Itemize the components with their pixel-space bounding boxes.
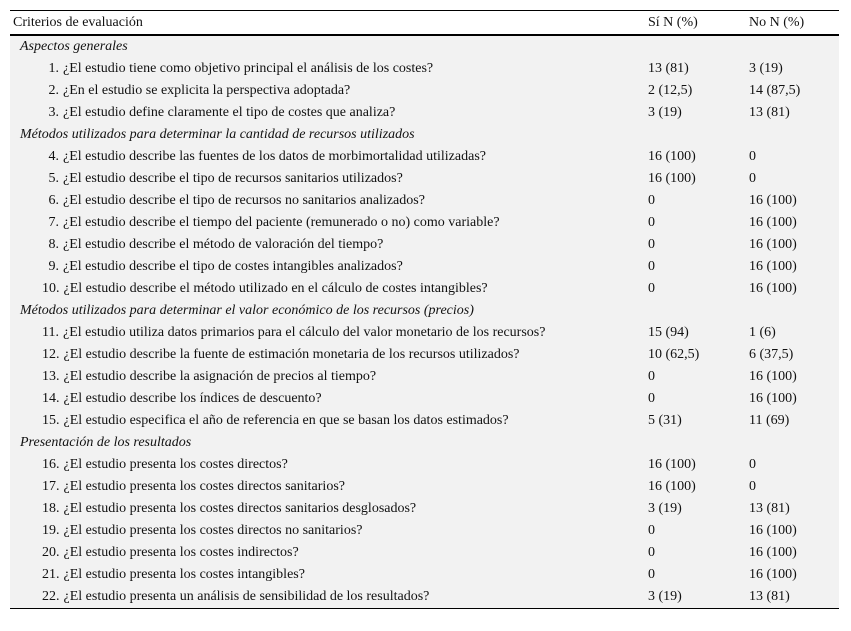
no-value: 0 xyxy=(749,479,756,494)
no-value: 13 (81) xyxy=(749,586,839,609)
yes-value: 0 xyxy=(648,369,655,384)
yes-value: 0 xyxy=(648,523,655,538)
header-yes: Sí N (%) xyxy=(648,11,749,36)
no-value: 13 (81) xyxy=(749,501,790,516)
no-value: 3 (19) xyxy=(749,61,783,76)
criterion-text: ¿El estudio presenta un análisis de sensibilidad de los resultados? xyxy=(63,589,430,604)
no-value: 0 xyxy=(749,149,756,164)
criterion-text: ¿El estudio describe el método utilizado en el cálculo de costes intangibles? xyxy=(63,281,488,296)
table-row xyxy=(10,256,839,278)
criterion-cell xyxy=(10,102,648,124)
criterion-text: ¿En el estudio se explicita la perspectiva adoptada? xyxy=(63,83,351,98)
table-row xyxy=(10,80,839,102)
no-value: 14 (87,5) xyxy=(749,83,801,98)
criterion-number: 14. xyxy=(42,391,60,406)
no-value: 16 (100) xyxy=(749,369,797,384)
table-header xyxy=(10,11,839,36)
criterion-text: ¿El estudio describe el tipo de costes intangibles analizados? xyxy=(63,259,403,274)
criterion-cell xyxy=(10,388,648,410)
criterion-cell xyxy=(10,476,648,498)
criterion-cell xyxy=(10,234,648,256)
yes-value: 16 (100) xyxy=(648,457,696,472)
criterion-number: 1. xyxy=(48,61,59,76)
yes-value: 0 xyxy=(648,237,655,252)
criterion-cell xyxy=(10,256,648,278)
table-row xyxy=(10,388,839,410)
section-title: Métodos utilizados para determinar el valor económico de los recursos (precios) xyxy=(20,303,474,318)
table-row xyxy=(10,322,839,344)
criterion-number: 8. xyxy=(48,237,59,252)
table-row xyxy=(10,520,839,542)
criterion-text: ¿El estudio presenta los costes directos sanitarios? xyxy=(63,479,345,494)
yes-value: 0 xyxy=(648,259,655,274)
criterion-number: 20. xyxy=(42,545,60,560)
yes-value: 15 (94) xyxy=(648,325,689,340)
criterion-cell xyxy=(10,344,648,366)
no-value: 16 (100) xyxy=(749,237,797,252)
criterion-number: 17. xyxy=(42,479,60,494)
criterion-number: 18. xyxy=(42,501,60,516)
yes-value: 10 (62,5) xyxy=(648,347,700,362)
yes-value: 16 (100) xyxy=(648,149,696,164)
no-value: 6 (37,5) xyxy=(749,347,794,362)
yes-value: 16 (100) xyxy=(648,171,696,186)
criterion-number: 2. xyxy=(48,83,59,98)
criterion-number: 3. xyxy=(48,105,59,120)
no-value: 16 (100) xyxy=(749,215,797,230)
no-value: 16 (100) xyxy=(749,391,797,406)
criterion-number: 10. xyxy=(42,281,60,296)
criterion-cell xyxy=(10,498,648,520)
criterion-text: ¿El estudio presenta los costes indirectos? xyxy=(63,545,299,560)
table-row xyxy=(10,58,839,80)
criterion-cell xyxy=(10,190,648,212)
criterion-cell xyxy=(10,366,648,388)
table-row xyxy=(10,542,839,564)
yes-value: 3 (19) xyxy=(648,586,749,609)
criterion-cell xyxy=(10,80,648,102)
section-row xyxy=(10,124,839,146)
yes-value: 0 xyxy=(648,545,655,560)
yes-value: 0 xyxy=(648,215,655,230)
header-criteria: Criterios de evaluación xyxy=(10,11,648,36)
criterion-number: 12. xyxy=(42,347,60,362)
criterion-number: 13. xyxy=(42,369,60,384)
table-row xyxy=(10,190,839,212)
table-row xyxy=(10,410,839,432)
section-row xyxy=(10,35,839,58)
section-title: Métodos utilizados para determinar la cantidad de recursos utilizados xyxy=(20,127,415,142)
section-row xyxy=(10,300,839,322)
table-row xyxy=(10,344,839,366)
no-value: 0 xyxy=(749,171,756,186)
no-value: 0 xyxy=(749,457,756,472)
table-body xyxy=(10,35,839,609)
yes-value: 13 (81) xyxy=(648,61,689,76)
criterion-number: 4. xyxy=(48,149,59,164)
yes-value: 5 (31) xyxy=(648,413,682,428)
section-row xyxy=(10,432,839,454)
table-row xyxy=(10,102,839,124)
criterion-text: ¿El estudio presenta los costes directos sanitarios desglosados? xyxy=(63,501,417,516)
criterion-number: 21. xyxy=(42,567,60,582)
criterion-number: 9. xyxy=(48,259,59,274)
criterion-text: ¿El estudio describe la asignación de precios al tiempo? xyxy=(63,369,377,384)
criterion-text: ¿El estudio describe el tiempo del paciente (remunerado o no) como variable? xyxy=(63,215,500,230)
criterion-text: ¿El estudio presenta los costes directos no sanitarios? xyxy=(63,523,363,538)
evaluation-table xyxy=(10,10,839,609)
criterion-text: ¿El estudio especifica el año de referencia en que se basan los datos estimados? xyxy=(63,413,509,428)
yes-value: 16 (100) xyxy=(648,479,696,494)
yes-value: 0 xyxy=(648,391,655,406)
no-value: 1 (6) xyxy=(749,325,776,340)
table-row xyxy=(10,278,839,300)
criterion-cell xyxy=(10,168,648,190)
criterion-text: ¿El estudio describe el método de valoración del tiempo? xyxy=(63,237,384,252)
criterion-cell xyxy=(10,520,648,542)
criterion-number: 6. xyxy=(48,193,59,208)
yes-value: 0 xyxy=(648,281,655,296)
criterion-text: ¿El estudio describe los índices de descuento? xyxy=(63,391,322,406)
criterion-text: ¿El estudio presenta los costes directos? xyxy=(63,457,288,472)
criterion-cell xyxy=(10,564,648,586)
criterion-cell xyxy=(10,146,648,168)
criterion-text: ¿El estudio utiliza datos primarios para el cálculo del valor monetario de los recursos? xyxy=(63,325,546,340)
table-row xyxy=(10,498,839,520)
table-row xyxy=(10,476,839,498)
criterion-number: 15. xyxy=(42,413,60,428)
criterion-text: ¿El estudio tiene como objetivo principal el análisis de los costes? xyxy=(63,61,434,76)
no-value: 16 (100) xyxy=(749,193,797,208)
criterion-number: 16. xyxy=(42,457,60,472)
criterion-cell xyxy=(10,58,648,80)
criterion-number: 7. xyxy=(48,215,59,230)
criterion-cell xyxy=(10,542,648,564)
criterion-text: ¿El estudio define claramente el tipo de costes que analiza? xyxy=(63,105,396,120)
table-row xyxy=(10,366,839,388)
criterion-text: ¿El estudio describe la fuente de estimación monetaria de los recursos utilizados? xyxy=(63,347,520,362)
criterion-cell xyxy=(10,586,648,609)
table-row xyxy=(10,212,839,234)
no-value: 16 (100) xyxy=(749,281,797,296)
yes-value: 0 xyxy=(648,567,655,582)
yes-value: 3 (19) xyxy=(648,105,682,120)
criterion-cell xyxy=(10,454,648,476)
section-title: Aspectos generales xyxy=(20,39,128,54)
criterion-number: 11. xyxy=(42,325,59,340)
criterion-text: ¿El estudio describe el tipo de recursos sanitarios utilizados? xyxy=(63,171,403,186)
header-row xyxy=(10,11,839,36)
table-row xyxy=(10,564,839,586)
header-no: No N (%) xyxy=(749,11,839,36)
table-row xyxy=(10,146,839,168)
table-row xyxy=(10,454,839,476)
criterion-number: 19. xyxy=(42,523,60,538)
criterion-number: 22. xyxy=(42,589,60,604)
table-row xyxy=(10,168,839,190)
criterion-cell xyxy=(10,212,648,234)
criterion-cell xyxy=(10,322,648,344)
yes-value: 3 (19) xyxy=(648,501,682,516)
no-value: 16 (100) xyxy=(749,523,797,538)
yes-value: 2 (12,5) xyxy=(648,83,693,98)
criterion-cell xyxy=(10,278,648,300)
no-value: 16 (100) xyxy=(749,567,797,582)
section-title: Presentación de los resultados xyxy=(20,435,192,450)
no-value: 13 (81) xyxy=(749,105,790,120)
no-value: 16 (100) xyxy=(749,259,797,274)
no-value: 16 (100) xyxy=(749,545,797,560)
criterion-cell xyxy=(10,410,648,432)
no-value: 11 (69) xyxy=(749,413,790,428)
criterion-text: ¿El estudio describe el tipo de recursos no sanitarios analizados? xyxy=(63,193,425,208)
criterion-text: ¿El estudio describe las fuentes de los datos de morbimortalidad utilizadas? xyxy=(63,149,486,164)
criterion-text: ¿El estudio presenta los costes intangibles? xyxy=(63,567,305,582)
evaluation-table-container xyxy=(10,10,839,609)
table-row xyxy=(10,234,839,256)
table-row xyxy=(10,586,839,609)
yes-value: 0 xyxy=(648,193,655,208)
criterion-number: 5. xyxy=(48,171,59,186)
